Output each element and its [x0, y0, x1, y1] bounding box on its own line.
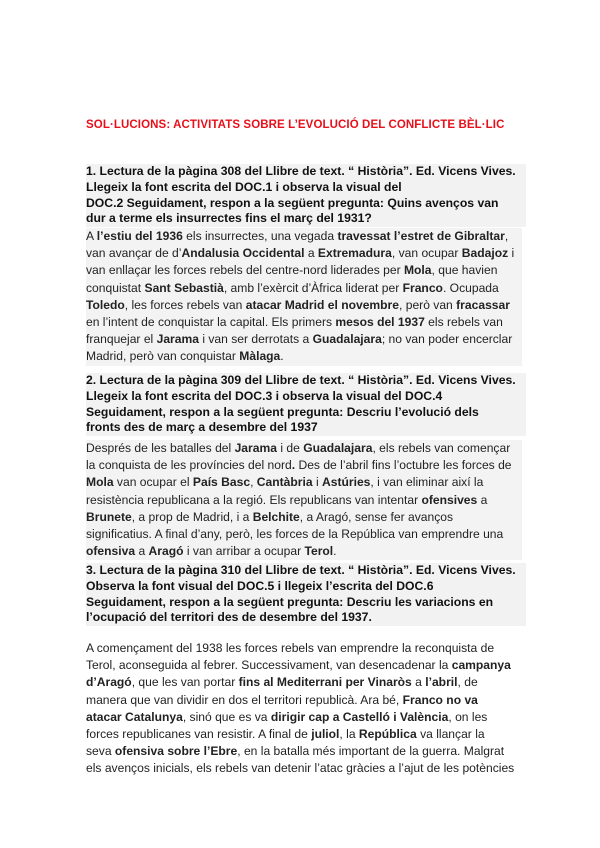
answer-text: , els rebels van començar [372, 441, 511, 455]
bold-keyword: Mola [403, 263, 432, 278]
answer-text: . [333, 544, 337, 559]
answer-line [86, 280, 522, 297]
bold-keyword: dirigir cap a Castelló i València [270, 709, 449, 724]
answer-text: , les forces rebels van [124, 297, 246, 312]
question-line: 1. Lectura de la pàgina 308 del Llibre de text. “ Història”. Ed. Vicens Vives. [86, 164, 526, 180]
answer-text: significatius. A final d’any, però, les forces de la República van emprendre una [86, 527, 504, 542]
answer-line [86, 543, 522, 560]
bold-keyword: Jarama [234, 441, 277, 455]
answer-text: A [86, 229, 97, 243]
question-line: Seguidament, respon a la següent pregunta: Descriu l’evolució dels [86, 405, 526, 421]
bold-keyword: mesos del 1937 [335, 315, 425, 330]
answer-line [86, 509, 522, 526]
answer-text: forces republicanes van resistir. A final de [86, 727, 312, 742]
answer-text: en l’intent de conquistar la capital. Els primers [86, 315, 336, 330]
bold-keyword: travessat l’estret de Gibraltar [337, 229, 505, 243]
answer-text: . [280, 349, 284, 364]
bold-keyword: Franco no va [402, 692, 478, 707]
question-line: Llegeix la font escrita del DOC.3 i observa la visual del DOC.4 [86, 389, 526, 405]
bold-keyword: juliol [311, 727, 340, 742]
answer-line [86, 760, 522, 777]
bold-keyword: Belchite [252, 509, 300, 524]
answer-text: , sinó que es va [182, 709, 271, 724]
answer-text: ; no van poder encerclar [381, 332, 513, 347]
bold-keyword: ofensives [421, 492, 478, 507]
answer-line [86, 657, 522, 674]
question-line: 2. Lectura de la pàgina 309 del Llibre de text. “ Història”. Ed. Vicens Vives. [86, 373, 526, 389]
answer-text: van ocupar el [113, 475, 193, 490]
bold-keyword: País Basc [192, 475, 251, 490]
document-title: SOL·LUCIONS: ACTIVITATS SOBRE L’EVOLUCIÓ DEL CONFLICTE BÈL·LIC [86, 119, 505, 131]
answer-text: i van ser derrotats a [198, 332, 313, 347]
bold-keyword: Sant Sebastià [144, 280, 224, 295]
answer-text: , a Aragó, sense fer avanços [299, 509, 454, 524]
answer-line [86, 674, 522, 691]
answer-text: Madrid, però van conquistar [86, 349, 240, 364]
answer-text: . Ocupada [442, 280, 499, 295]
bold-keyword: Guadalajara [312, 332, 382, 347]
bold-keyword: República [358, 727, 417, 742]
answer-text: , en la batalla més important de la guerra. Malgrat [237, 744, 505, 759]
answer-text: va llançar la [416, 727, 485, 742]
answer-line [86, 692, 522, 709]
answer-line [86, 492, 522, 509]
answer-text: , que les van portar [131, 675, 239, 690]
bold-keyword: fins al Mediterrani per Vinaròs [238, 675, 412, 690]
answer-line [86, 743, 522, 760]
answer-text: , de [457, 675, 478, 690]
answer-text: manera que van dividir en dos el territori republicà. Ara bé, [86, 692, 403, 707]
question-line: fronts des de març a desembre del 1937 [86, 420, 526, 436]
answer-text: i van arribar a ocupar [183, 544, 305, 559]
answer-line [86, 348, 522, 365]
bold-keyword: Aragó [148, 544, 184, 559]
answer-text: , i van eliminar així la [370, 475, 484, 490]
bold-keyword: l’estiu del 1936 [96, 229, 183, 243]
answer-text: A començament del 1938 les forces rebels van emprendre la reconquista de [86, 641, 495, 655]
answer-text: a [304, 246, 318, 261]
question-line: dur a terme els insurrectes fins el març del 1931? [86, 211, 526, 227]
answer-text: conquistat [86, 280, 145, 295]
bold-keyword: Brunete [86, 509, 132, 524]
answer-text: , però van [399, 297, 457, 312]
answer-line [86, 262, 522, 279]
question-line: Observa la font visual del DOC.5 i llegeix l’escrita del DOC.6 [86, 579, 526, 595]
question-line: Seguidament, respon a la següent pregunta: Descriu les variacions en [86, 595, 526, 611]
answer-line [86, 314, 522, 331]
answer-3 [86, 640, 522, 778]
question-line: Llegeix la font escrita del DOC.1 i observa la visual del [86, 180, 526, 196]
bold-keyword: d’Aragó [86, 675, 132, 690]
answer-text: a [477, 492, 488, 507]
bold-keyword: Badajoz [461, 246, 509, 261]
answer-line [86, 297, 522, 314]
answer-text: i [508, 246, 515, 261]
answer-line [86, 457, 522, 474]
bold-keyword: Mola [86, 475, 114, 490]
bold-keyword: Toledo [86, 297, 125, 312]
answer-text: els insurrectes, una vegada [182, 229, 338, 243]
answer-text: els avenços inicials, els rebels van detenir l’atac gràcies a l’ajut de les potències [86, 761, 515, 776]
bold-keyword: Terol [304, 544, 334, 559]
answer-text: , van ocupar [391, 246, 462, 261]
answer-text: , amb l’exèrcit d’Àfrica liderat per [223, 280, 403, 295]
answer-text: la conquista de les províncies del nord [86, 458, 292, 473]
question-line: 3. Lectura de la pàgina 310 del Llibre de text. “ Història”. Ed. Vicens Vives. [86, 563, 526, 579]
answer-text: van enllaçar les forces rebels del centre-nord liderades per [86, 263, 404, 278]
bold-keyword: Cantàbria [256, 475, 313, 490]
question-line: l’ocupació del territori des de desembre del 1937. [86, 610, 526, 626]
question-1 [86, 164, 526, 227]
answer-text: , on les [448, 709, 488, 724]
answer-line [86, 726, 522, 743]
question-2 [86, 373, 526, 436]
answer-text: , [504, 229, 509, 243]
answer-line [86, 709, 522, 726]
answer-text: , la [339, 727, 359, 742]
bold-keyword: ofensiva [86, 544, 136, 559]
bold-keyword: ofensiva sobre l’Ebre [114, 744, 238, 759]
bold-keyword: campanya [451, 658, 511, 673]
answer-2 [86, 440, 522, 560]
bold-keyword: atacar Catalunya [86, 709, 183, 724]
answer-line [86, 526, 522, 543]
answer-text: , [250, 475, 257, 490]
answer-text: a [411, 675, 426, 690]
answer-1 [86, 228, 522, 366]
answer-line [86, 228, 522, 245]
bold-keyword: fracassar [456, 297, 510, 312]
answer-text: franquejar el [86, 332, 157, 347]
answer-text: i [312, 475, 322, 490]
answer-line [86, 640, 522, 657]
answer-text: , que havien [431, 263, 498, 278]
bold-keyword: Andalusia Occidental [181, 246, 305, 261]
answer-line [86, 440, 522, 457]
bold-keyword: Franco [402, 280, 443, 295]
bold-keyword: Màlaga [239, 349, 281, 364]
question-line: DOC.2 Seguidament, respon a la següent pregunta: Quins avenços van [86, 196, 526, 212]
bold-keyword: Astúries [322, 475, 371, 490]
question-3 [86, 563, 526, 626]
bold-keyword: Extremadura [317, 246, 392, 261]
answer-text: Després de les batalles del [86, 441, 235, 455]
answer-text: Terol, aconseguida al febrer. Successivament, van desencadenar la [86, 658, 452, 673]
answer-text: van avançar de d’ [86, 246, 182, 261]
bold-keyword: Jarama [156, 332, 199, 347]
answer-text: resistència republicana a la regió. Els republicans van intentar [86, 492, 422, 507]
bold-keyword: . [291, 458, 296, 473]
answer-text: els rebels van [424, 315, 503, 330]
answer-line [86, 331, 522, 348]
bold-keyword: Guadalajara [303, 441, 373, 455]
answer-text: a [135, 544, 149, 559]
answer-line [86, 474, 522, 491]
answer-text: seva [86, 744, 115, 759]
answer-text: , a prop de Madrid, i a [131, 509, 253, 524]
answer-line [86, 245, 522, 262]
bold-keyword: atacar Madrid el novembre [245, 297, 399, 312]
answer-text: Des de l’abril fins l’octubre les forces de [295, 458, 512, 473]
answer-text: i de [276, 441, 304, 455]
bold-keyword: l’abril [425, 675, 458, 690]
